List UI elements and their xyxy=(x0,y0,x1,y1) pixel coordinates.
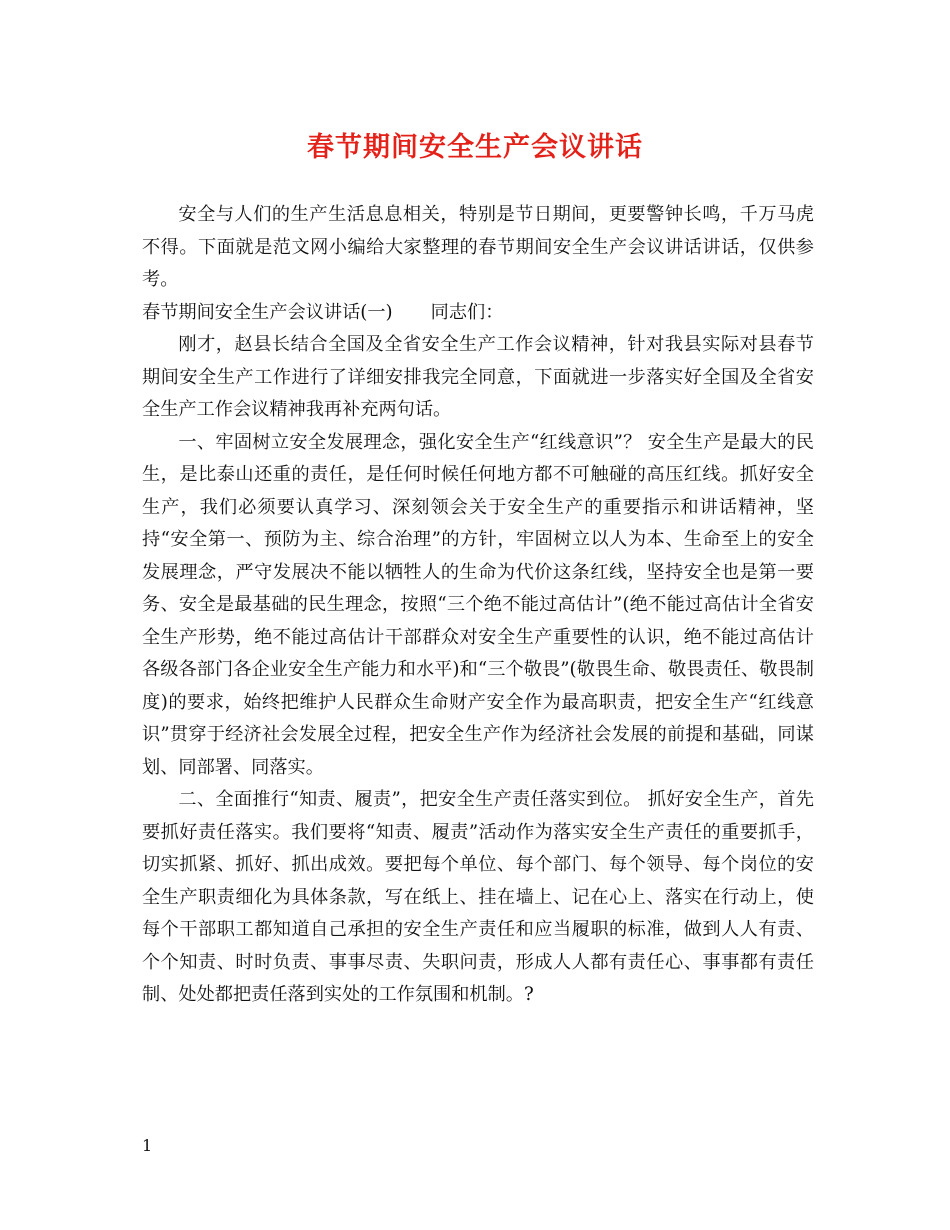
document-title: 春节期间安全生产会议讲话 xyxy=(307,132,643,163)
body-paragraph-2: 一、牢固树立安全发展理念，强化安全生产“红线意识”？ 安全生产是最大的民生，是比泰山还重的责任，是任何时候任何地方都不可触碰的高压红线。抓好安全生产，我们必须要认真学习、深刻领会关于安全生产的重要指示和讲话精神，坚持“安全第一、预防为主、综合治理”的方针，牢固树立以人为本、生命至上的安全发展理念，严守发展决不能以牺牲人的生命为代价这条红线，坚持安全也是第一要务、安全是最基础的民生理念，按照“三个绝不能过高估计”(绝不能过高估计全省安全生产形势，绝不能过高估计干部群众对安全生产重要性的认识，绝不能过高估计各级各部门各企业安全生产能力和水平)和“三个敬畏”(敬畏生命、敬畏责任、敬畏制度)的要求，始终把维护人民群众生命财产安全作为最高职责，把安全生产“红线意识”贯穿于经济社会发展全过程，把安全生产作为经济社会发展的前提和基础，同谋划、同部署、同落实。 xyxy=(142,431,814,778)
section-heading-line xyxy=(142,297,814,330)
document-body xyxy=(142,199,814,1012)
page-number: 1 xyxy=(142,1136,153,1155)
intro-paragraph: 安全与人们的生产生活息息相关，特别是节日期间，更要警钟长鸣，千万马虎不得。下面就是范文网小编给大家整理的春节期间安全生产会议讲话讲话，仅供参考。 xyxy=(142,204,814,290)
section-heading: 春节期间安全生产会议讲话(一) xyxy=(142,301,393,323)
body-paragraph-3: 二、全面推行“知责、履责”，把安全生产责任落实到位。 抓好安全生产，首先要抓好责任落实。我们要将“知责、履责”活动作为落实安全生产责任的重要抓手，切实抓紧、抓好、抓出成效。要把每个单位、每个部门、每个领导、每个岗位的安全生产职责细化为具体条款，写在纸上、挂在墙上、记在心上、落实在行动上，使每个干部职工都知道自己承担的安全生产责任和应当履职的标准，做到人人有责、个个知责、时时负责、事事尽责、失职问责，形成人人都有责任心、事事都有责任制、处处都把责任落到实处的工作氛围和机制。? xyxy=(142,789,814,1005)
salutation: 同志们： xyxy=(430,301,504,323)
body-paragraph-1: 刚才，赵县长结合全国及全省安全生产工作会议精神，针对我县实际对县春节期间安全生产工作进行了详细安排我完全同意，下面就进一步落实好全国及全省安全生产工作会议精神我再补充两句话。 xyxy=(142,334,814,420)
